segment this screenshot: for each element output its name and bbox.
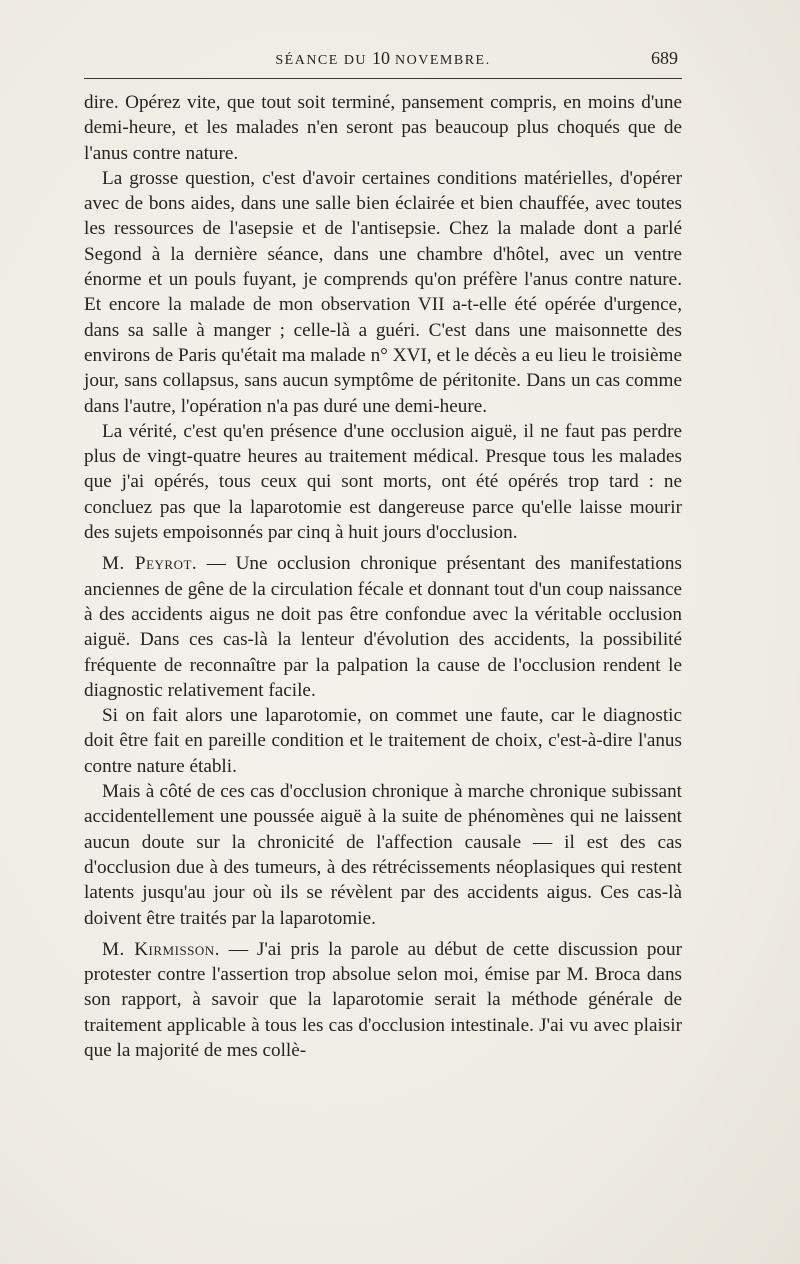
paragraph: Si on fait alors une laparotomie, on commet une faute, car le diagnostic doit être fait en pareille condition et le traitement de choix, c'est-à-dire l'anus contre nature établi. (84, 705, 682, 777)
paragraph-kirmisson: M. Kirmisson. — J'ai pris la parole au début de cette discussion pour protester contre l'assertion trop absolue selon moi, émise par M. Broca dans son rapport, à savoir que la laparotomie serait la méthode générale de traitement applicable à tous les cas d'occlusion intestinale. J'ai vu avec plaisir que la majorité de mes collè- (84, 938, 682, 1061)
paragraph-peyrot: M. Peyrot. — Une occlusion chronique présentant des manifestations anciennes de gêne de la circulation fécale et donnant tout d'un coup naissance à des accidents aigus ne doit pas être confondue avec la véritable occlusion aiguë. Dans ces cas-là la lenteur d'évolution des accidents, la possibilité fréquente de reconnaître par la palpation la cause de l'occlusion rendent le diagnostic relativement facile. (84, 553, 682, 701)
running-title: SÉANCE DU 10 NOVEMBRE. (275, 48, 491, 68)
paragraph: dire. Opérez vite, que tout soit terminé, pansement compris, en moins d'une demi-heure, et les malades n'en seront pas beaucoup plus choqués que de l'anus contre nature. (84, 92, 682, 164)
paragraph: La vérité, c'est qu'en présence d'une occlusion aiguë, il ne faut pas perdre plus de vingt-quatre heures au traitement médical. Presque tous les malades que j'ai opérés, tous ceux qui sont morts, ont été opérés trop tard : ne concluez pas que la laparotomie est dangereuse parce qu'elle laisse mourir des sujets empoisonnés par cinq à huit jours d'occlusion. (84, 420, 682, 544)
body-text (84, 90, 682, 1063)
speaker-name: M. Kirmisson. (102, 938, 220, 960)
page-header (84, 48, 682, 78)
paragraph: Mais à côté de ces cas d'occlusion chronique à marche chronique subissant accidentellement une poussée aiguë à la suite de phénomènes qui ne laissent aucun doute sur la chronicité de l'affection causale — il est des cas d'occlusion due à des tumeurs, à des rétrécissements néoplasiques qui restent latents jusqu'au jour où ils se révèlent par des accidents aigus. Ces cas-là doivent être traités par la laparotomie. (84, 781, 682, 929)
header-rule (84, 78, 682, 79)
paragraph: La grosse question, c'est d'avoir certaines conditions matérielles, d'opérer avec de bons aides, dans une salle bien éclairée et bien chauffée, avec toutes les ressources de l'asepsie et de l'antisepsie. Chez la malade dont a parlé Segond à la dernière séance, dans une chambre d'hôtel, avec un ventre énorme et un pouls fuyant, je comprends qu'on préfère l'anus contre nature. Et encore la malade de mon observation VII a-t-elle été opérée d'urgence, dans sa salle à manger ; celle-là a guéri. C'est dans une maisonnette des environs de Paris qu'était ma malade n° XVI, et le décès a eu lieu le troisième jour, sans collapsus, sans aucun symptôme de péritonite. Dans un cas comme dans l'autre, l'opération n'a pas duré une demi-heure. (84, 167, 682, 417)
speaker-name: M. Peyrot. (102, 553, 198, 575)
page-number: 689 (651, 48, 678, 68)
